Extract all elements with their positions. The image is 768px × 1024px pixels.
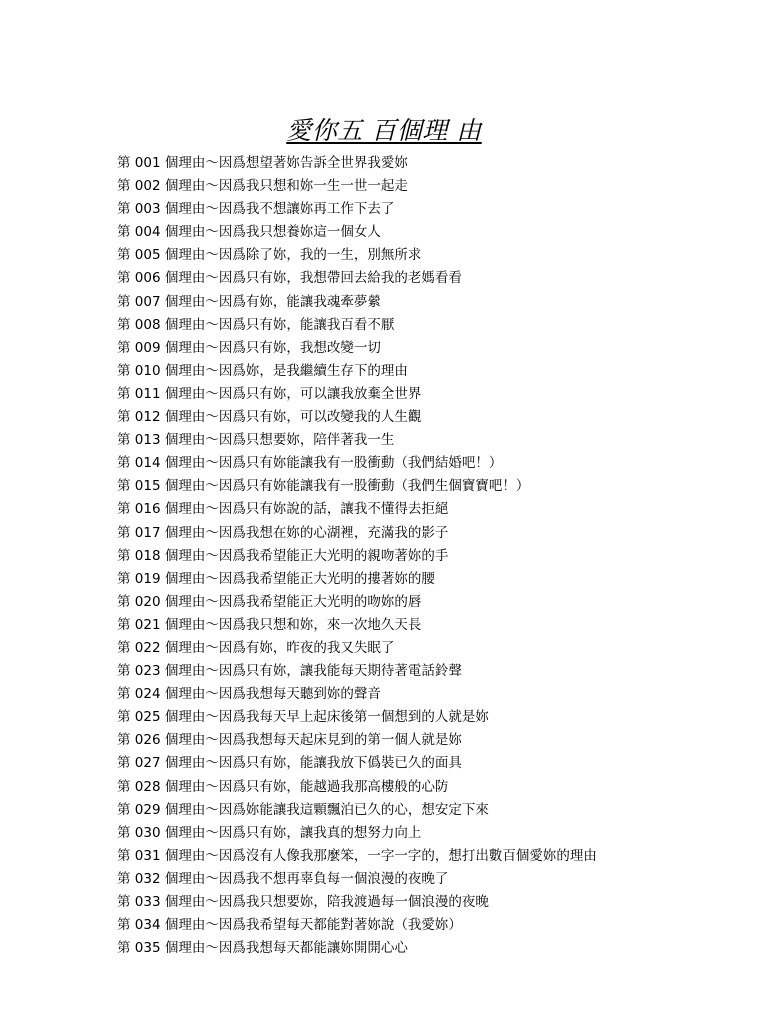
reason-line: 第 027 個理由～因爲只有妳，能讓我放下僞裝已久的面具 <box>117 755 462 772</box>
reason-line: 第 031 個理由～因爲沒有人像我那麼笨，一字一字的，想打出數百個愛妳的理由 <box>117 847 597 864</box>
reason-line: 第 029 個理由～因爲妳能讓我這顆飄泊已久的心，想安定下來 <box>117 801 489 818</box>
reason-line: 第 033 個理由～因爲我只想要妳，陪我渡過每一個浪漫的夜晚 <box>117 894 489 910</box>
reason-line: 第 016 個理由～因爲只有妳說的話，讓我不懂得去拒絕 <box>117 501 449 518</box>
reason-line: 第 006 個理由～因爲只有妳，我想帶回去給我的老媽看看 <box>117 270 462 287</box>
reason-line: 第 023 個理由～因爲只有妳，讓我能每天期待著電話鈴聲 <box>117 663 462 680</box>
reason-line: 第 028 個理由～因爲只有妳，能越過我那高樓般的心防 <box>117 778 449 795</box>
reason-line: 第 005 個理由～因爲除了妳，我的一生，別無所求 <box>117 247 422 264</box>
reason-line: 第 019 個理由～因爲我希望能正大光明的摟著妳的腰 <box>117 570 435 587</box>
reason-line: 第 015 個理由～因爲只有妳能讓我有一股衝動（我們生個寶寶吧！） <box>117 478 530 495</box>
reason-line: 第 032 個理由～因爲我不想再辜負每一個浪漫的夜晚了 <box>117 870 449 887</box>
reason-line: 第 011 個理由～因爲只有妳，可以讓我放棄全世界 <box>117 385 422 402</box>
reason-line: 第 034 個理由～因爲我希望每天都能對著妳說（我愛妳） <box>117 917 462 934</box>
reason-line: 第 021 個理由～因爲我只想和妳，來一次地久天長 <box>117 616 422 633</box>
document-title: 愛你五 百個理 由 <box>286 116 482 145</box>
reason-line: 第 009 個理由～因爲只有妳，我想改變一切 <box>117 339 381 356</box>
reason-line: 第 007 個理由～因爲有妳，能讓我魂牽夢縈 <box>117 293 381 310</box>
reason-line: 第 026 個理由～因爲我想每天起床見到的第一個人就是妳 <box>117 732 462 749</box>
reason-line: 第 018 個理由～因爲我希望能正大光明的親吻著妳的手 <box>117 547 449 564</box>
reason-line: 第 024 個理由～因爲我想每天聽到妳的聲音 <box>117 686 381 703</box>
reason-line: 第 035 個理由～因爲我想每天都能讓妳開開心心 <box>117 940 408 957</box>
reason-line: 第 010 個理由～因爲妳，是我繼續生存下的理由 <box>117 362 408 379</box>
reason-line: 第 008 個理由～因爲只有妳，能讓我百看不厭 <box>117 316 395 333</box>
reason-line: 第 013 個理由～因爲只想要妳，陪伴著我一生 <box>117 432 395 449</box>
reason-line: 第 014 個理由～因爲只有妳能讓我有一股衝動（我們結婚吧！） <box>117 455 503 472</box>
reason-line: 第 025 個理由～因爲我每天早上起床後第一個想到的人就是妳 <box>117 709 489 726</box>
reason-line: 第 020 個理由～因爲我希望能正大光明的吻妳的唇 <box>117 593 422 610</box>
reason-line: 第 003 個理由～因爲我不想讓妳再工作下去了 <box>117 201 395 218</box>
reason-line: 第 001 個理由～因爲想望著妳告訴全世界我愛妳 <box>117 155 408 171</box>
reason-line: 第 002 個理由～因爲我只想和妳一生一世一起走 <box>117 178 408 195</box>
reason-line: 第 017 個理由～因爲我想在妳的心湖裡，充滿我的影子 <box>117 524 449 541</box>
reasons-list <box>117 152 647 960</box>
reason-line: 第 012 個理由～因爲只有妳，可以改變我的人生觀 <box>117 409 422 426</box>
reason-line: 第 004 個理由～因爲我只想養妳這一個女人 <box>117 224 381 241</box>
reason-line: 第 022 個理由～因爲有妳，昨夜的我又失眠了 <box>117 639 395 656</box>
reason-line: 第 030 個理由～因爲只有妳，讓我真的想努力向上 <box>117 824 422 841</box>
